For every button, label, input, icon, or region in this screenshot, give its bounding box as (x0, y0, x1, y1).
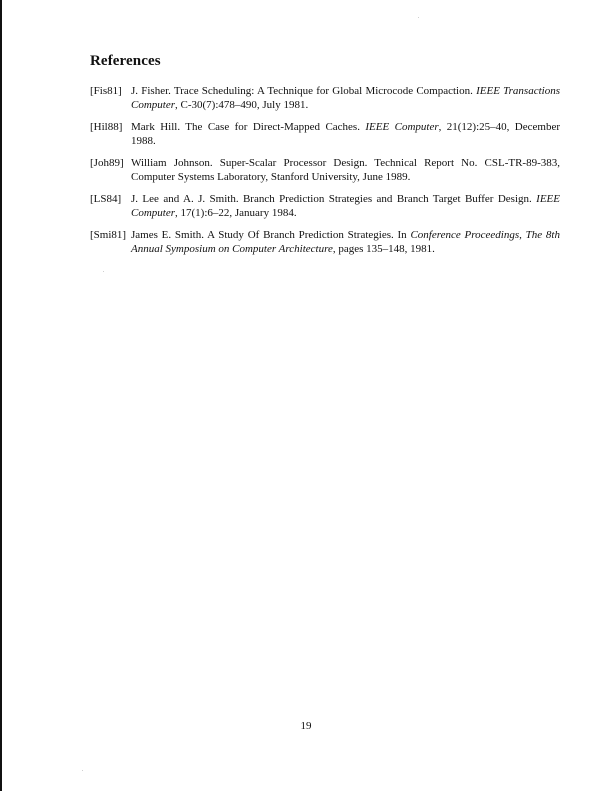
references-heading: References (90, 53, 161, 69)
reference-text (131, 120, 560, 148)
reference-text (131, 192, 560, 220)
reference-segment: James E. Smith. A Study Of Branch Prediction Strategies. In (131, 229, 411, 241)
reference-key: [LS84] (90, 193, 122, 205)
reference-text (131, 156, 560, 184)
reference-entry (90, 84, 560, 112)
reference-venue: Conference Proceedings, The 8th Annual Symposium on Computer Architecture (131, 229, 560, 255)
reference-key: [Smi81] (90, 229, 127, 241)
reference-venue: IEEE Computer (131, 193, 560, 219)
reference-text (131, 84, 560, 112)
reference-entry (90, 120, 560, 148)
reference-entry (90, 192, 560, 220)
page-number: 19 (300, 720, 312, 732)
reference-segment: , pages 135–148, 1981. (332, 243, 435, 255)
reference-segment: , 21(12):25–40, December 1988. (131, 121, 560, 147)
reference-segment: William Johnson. Super-Scalar Processor Design. Technical Report No. CSL-TR-89-383, Computer Systems Laboratory, Stanford University, June 1989. (131, 157, 560, 183)
reference-segment: , C-30(7):478–490, July 1981. (175, 99, 309, 111)
reference-venue: IEEE Transactions Computer (131, 85, 560, 111)
reference-key: [Joh89] (90, 157, 124, 169)
reference-key: [Fis81] (90, 85, 122, 97)
reference-venue: IEEE Computer (365, 121, 439, 133)
scan-speck (82, 770, 83, 771)
scan-speck (103, 271, 104, 272)
reference-key: [Hil88] (90, 121, 123, 133)
reference-entry (90, 156, 560, 184)
reference-text (131, 228, 560, 256)
reference-segment: , 17(1):6–22, January 1984. (175, 207, 297, 219)
scan-speck (418, 17, 419, 18)
page-edge-rule (0, 0, 2, 791)
reference-entry (90, 228, 560, 256)
reference-segment: J. Lee and A. J. Smith. Branch Prediction Strategies and Branch Target Buffer Design. (131, 193, 537, 205)
reference-segment: Mark Hill. The Case for Direct-Mapped Caches. (131, 121, 366, 133)
reference-list (90, 84, 560, 264)
reference-segment: J. Fisher. Trace Scheduling: A Technique for Global Microcode Compaction. (131, 85, 477, 97)
